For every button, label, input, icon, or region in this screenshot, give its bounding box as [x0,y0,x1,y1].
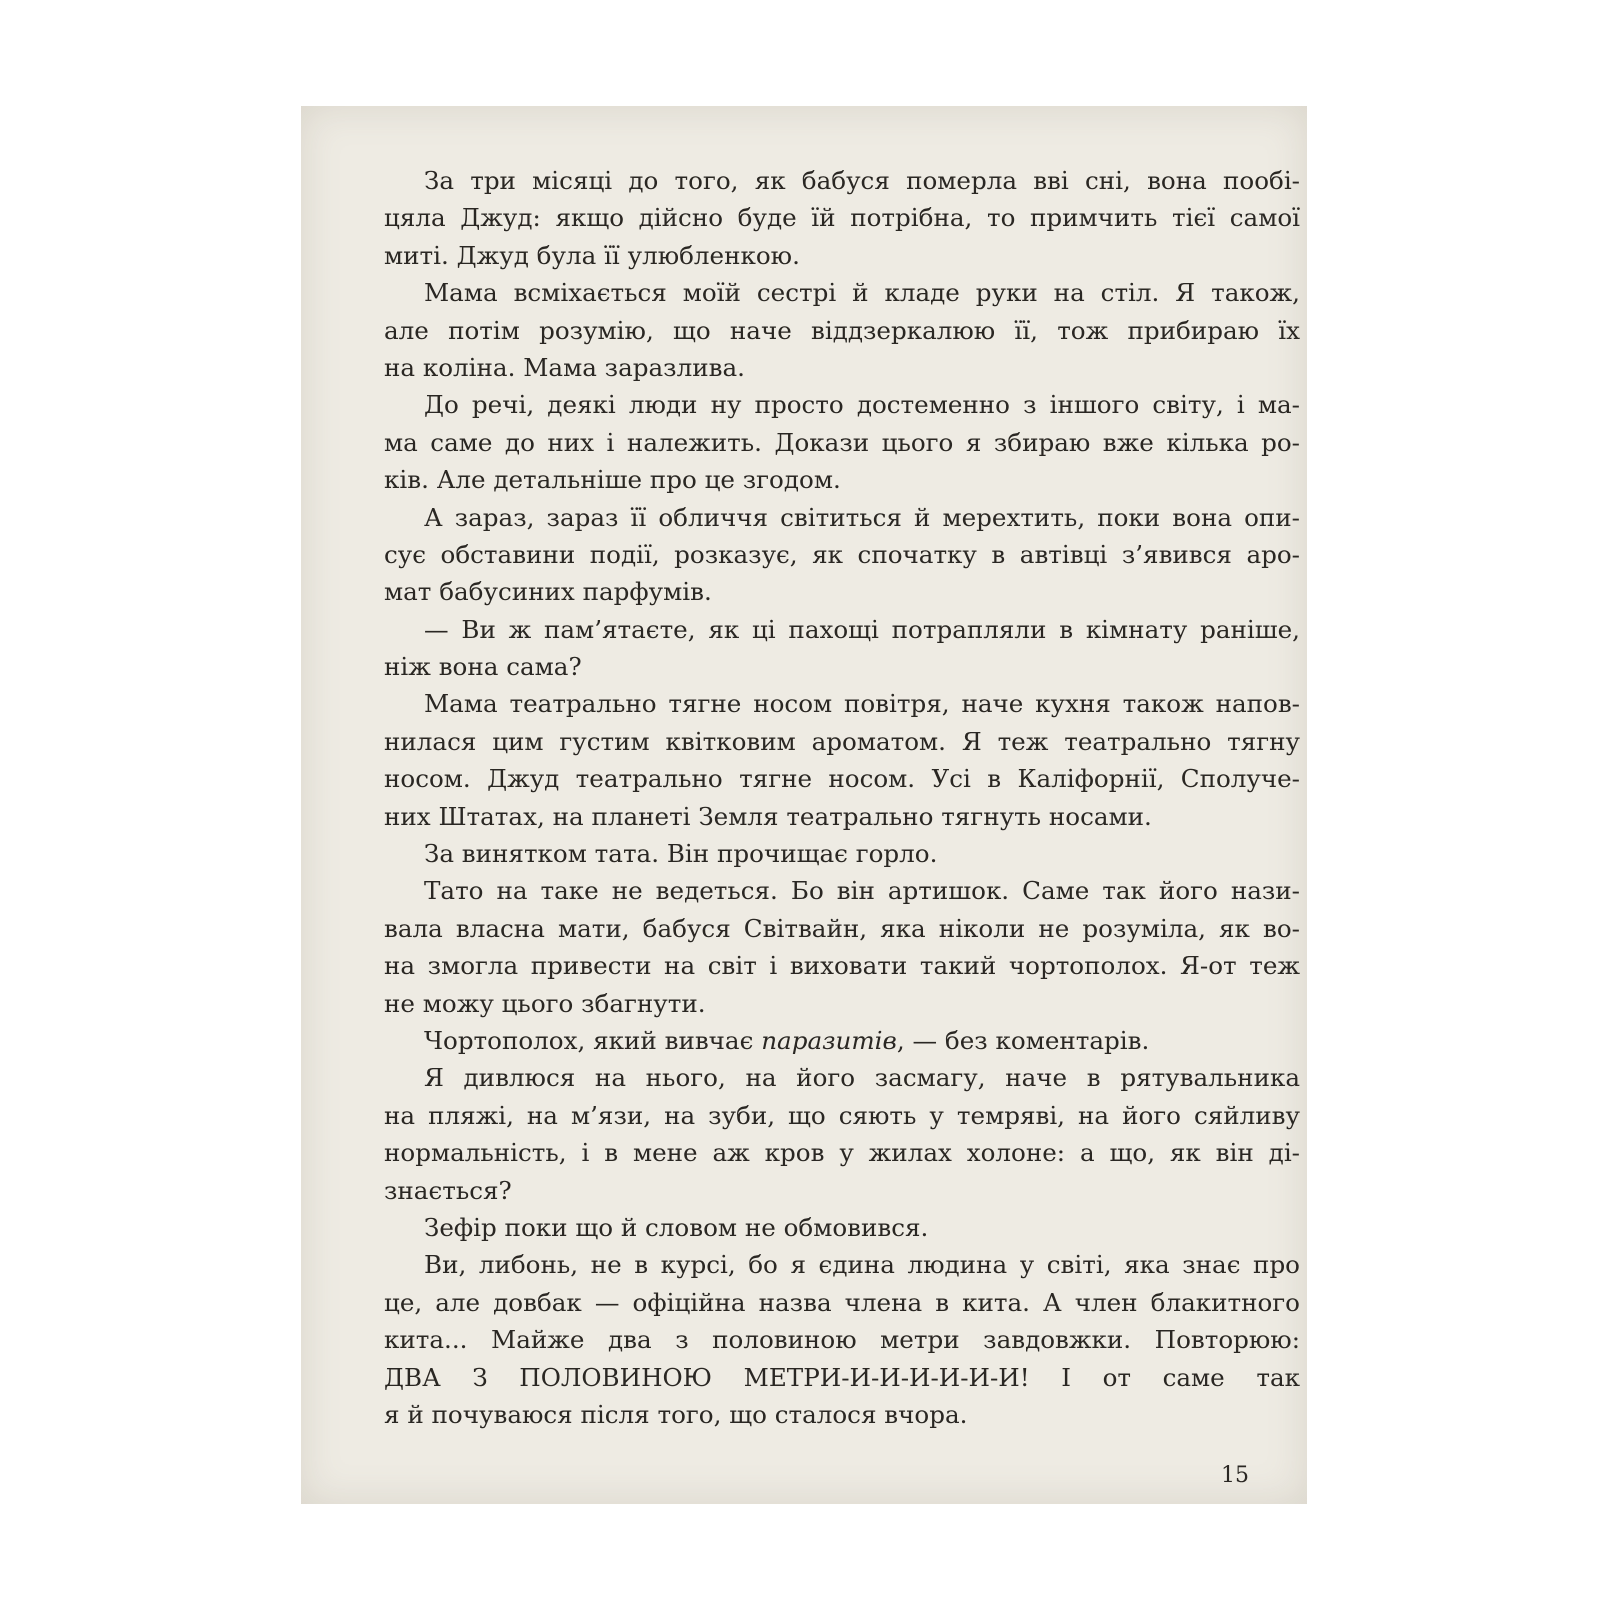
text-line: За три місяці до того, як бабуся померла вві сні, вона пообі- [424,166,1300,195]
text-line: ДВА З ПОЛОВИНОЮ МЕТРИ-И-И-И-И-И-И! І от саме так [384,1362,1300,1392]
text-line: Мама всміхається моїй сестрі й кладе руки на стіл. Я також, [424,278,1300,308]
text-line: на змогла привести на світ і виховати такий чортополох. Я-от теж [384,951,1300,981]
text-line: них Штатах, на планеті Земля театрально тягнуть носами. [384,801,1152,831]
text-line: не можу цього збагнути. [384,988,706,1018]
text-line: нилася цим густим квітковим ароматом. Я теж театрально тягну [384,726,1300,756]
text-line: Мама театрально тягне носом повітря, наче кухня також напов- [424,689,1300,719]
text-line: ків. Але детальніше про це згодом. [384,465,841,495]
text-line: кита... Майже два з половиною метри завдовжки. Повторюю: [384,1325,1300,1355]
text-line: Тато на таке не ведеться. Бо він артишок. Саме так його нази- [424,876,1300,906]
text-line: миті. Джуд була її улюбленкою. [384,240,800,270]
text-line: Я дивлюся на нього, на його засмагу, наче в рятувальника [424,1063,1300,1093]
text-line: мат бабусиних парфумів. [384,577,712,607]
text-line: Чортополох, який вивчає паразитів, — без коментарів. [424,1025,1150,1055]
text-line: це, але довбак — офіційна назва члена в кита. А член блакитного [384,1287,1300,1317]
text-line: знається? [384,1175,512,1205]
text-line: Зефір поки що й словом не обмовився. [424,1212,929,1242]
text-line: нормальність, і в мене аж кров у жилах холоне: а що, як він ді- [384,1138,1300,1168]
text-line: вала власна мати, бабуся Світвайн, яка ніколи не розуміла, як во- [384,913,1300,943]
text-line: За винятком тата. Він прочищає горло. [424,839,938,869]
text-line: але потім розумію, що наче віддзеркалюю її, тож прибираю їх [384,315,1300,345]
text-line: на пляжі, на м’язи, на зуби, що сяють у темряві, на його сяйливу [384,1100,1300,1130]
text-line: на коліна. Мама заразлива. [384,352,745,382]
text-line: Ви, либонь, не в курсі, бо я єдина людина у світі, яка знає про [424,1250,1300,1280]
text-line: носом. Джуд театрально тягне носом. Усі в Каліфорнії, Сполуче- [384,764,1300,794]
body-text [384,162,1300,1433]
text-line: — Ви ж пам’ятаєте, як ці пахощі потрапляли в кімнату раніше, [424,614,1300,644]
text-line: я й почуваюся після того, що сталося вчора. [384,1399,968,1429]
text-line: До речі, деякі люди ну просто достеменно з іншого світу, і ма- [424,390,1300,420]
text-line: цяла Джуд: якщо дійсно буде їй потрібна, то примчить тієї самої [384,203,1300,233]
book-page [301,106,1307,1504]
text-line: А зараз, зараз її обличчя світиться й мерехтить, поки вона опи- [424,502,1300,532]
text-line: ніж вона сама? [384,652,582,682]
text-line: ма саме до них і належить. Докази цього я збираю вже кілька ро- [384,427,1300,457]
page-number: 15 [1221,1463,1249,1488]
text-line: сує обставини події, розказує, як спочатку в автівці з’явився аро- [384,539,1300,569]
